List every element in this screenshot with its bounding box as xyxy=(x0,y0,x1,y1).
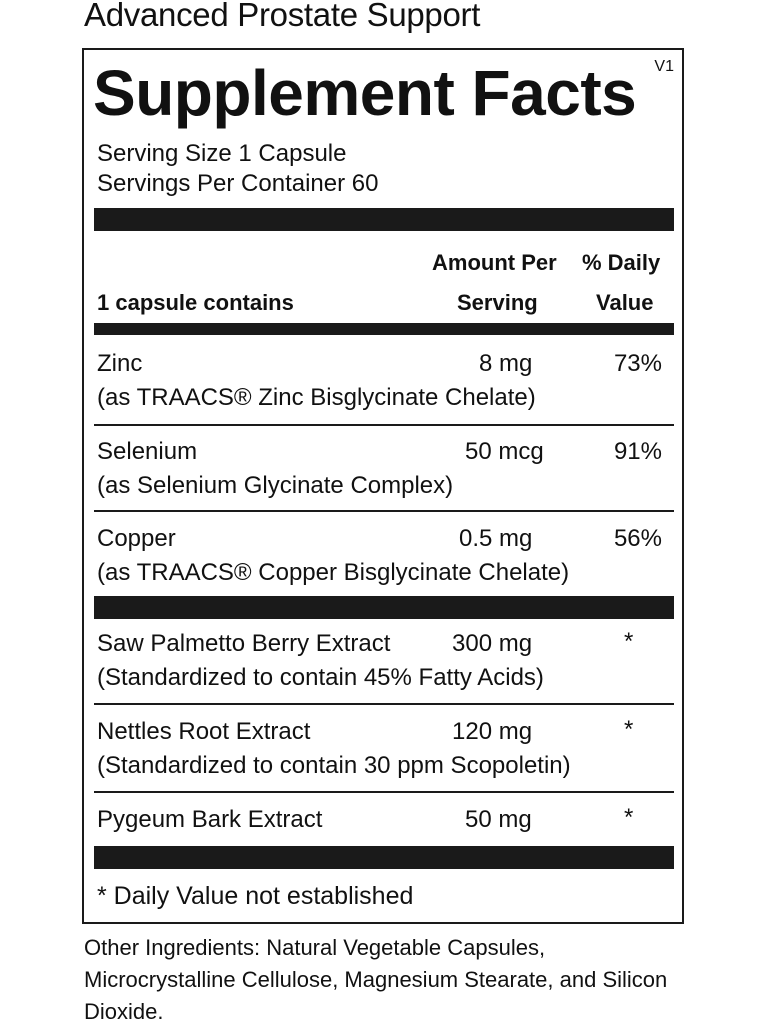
serving-size: Serving Size 1 Capsule xyxy=(97,140,347,167)
thick-divider xyxy=(94,846,674,869)
nutrient-amount: 0.5 mg xyxy=(459,525,533,552)
amount-header-serving: Serving xyxy=(457,290,538,315)
extract-name: Nettles Root Extract xyxy=(97,718,311,745)
nutrient-daily-value: 73% xyxy=(613,350,662,377)
nutrient-detail: (as Selenium Glycinate Complex) xyxy=(97,472,454,499)
thick-divider xyxy=(94,596,674,619)
supplement-facts-panel xyxy=(82,48,684,924)
nutrient-daily-value: 56% xyxy=(613,525,662,552)
row-divider xyxy=(94,791,674,793)
nutrient-amount: 50 mcg xyxy=(465,438,544,465)
extract-amount: 120 mg xyxy=(452,718,533,745)
servings-per-container: Servings Per Container 60 xyxy=(97,170,379,197)
thick-divider xyxy=(94,208,674,231)
nutrient-name: Zinc xyxy=(97,350,143,377)
row-divider xyxy=(94,703,674,705)
nutrient-detail: (as TRAACS® Copper Bisglycinate Chelate) xyxy=(97,559,570,586)
extract-daily-value: * xyxy=(624,628,634,655)
nutrient-daily-value: 91% xyxy=(613,438,662,465)
nutrient-amount: 8 mg xyxy=(479,350,533,377)
footnote: * Daily Value not established xyxy=(97,882,414,910)
extract-name: Saw Palmetto Berry Extract xyxy=(97,630,391,657)
amount-header: Amount Per xyxy=(432,250,557,275)
medium-divider xyxy=(94,323,674,335)
version-label: V1 xyxy=(654,58,674,75)
product-title: Advanced Prostate Support xyxy=(84,0,481,33)
row-divider xyxy=(94,510,674,512)
panel-title: Supplement Facts xyxy=(93,57,637,129)
contains-header: 1 capsule contains xyxy=(97,290,294,315)
extract-detail: (Standardized to contain 30 ppm Scopoletin) xyxy=(97,752,571,779)
daily-value-header: % Daily xyxy=(582,250,661,275)
extract-detail: (Standardized to contain 45% Fatty Acids) xyxy=(97,664,544,691)
row-divider xyxy=(94,424,674,426)
other-ingredients: Other Ingredients: Natural Vegetable Capsules, Microcrystalline Cellulose, Magnesium Stearate, and Silicon Dioxide. xyxy=(84,935,668,1024)
extract-amount: 50 mg xyxy=(465,806,532,833)
nutrient-name: Selenium xyxy=(97,438,198,465)
extract-name: Pygeum Bark Extract xyxy=(97,806,323,833)
nutrient-detail: (as TRAACS® Zinc Bisglycinate Chelate) xyxy=(97,384,536,411)
extract-daily-value: * xyxy=(624,804,634,831)
nutrient-name: Copper xyxy=(97,525,176,552)
extract-amount: 300 mg xyxy=(452,630,533,657)
daily-value-header-value: Value xyxy=(596,290,654,315)
extract-daily-value: * xyxy=(624,716,634,743)
